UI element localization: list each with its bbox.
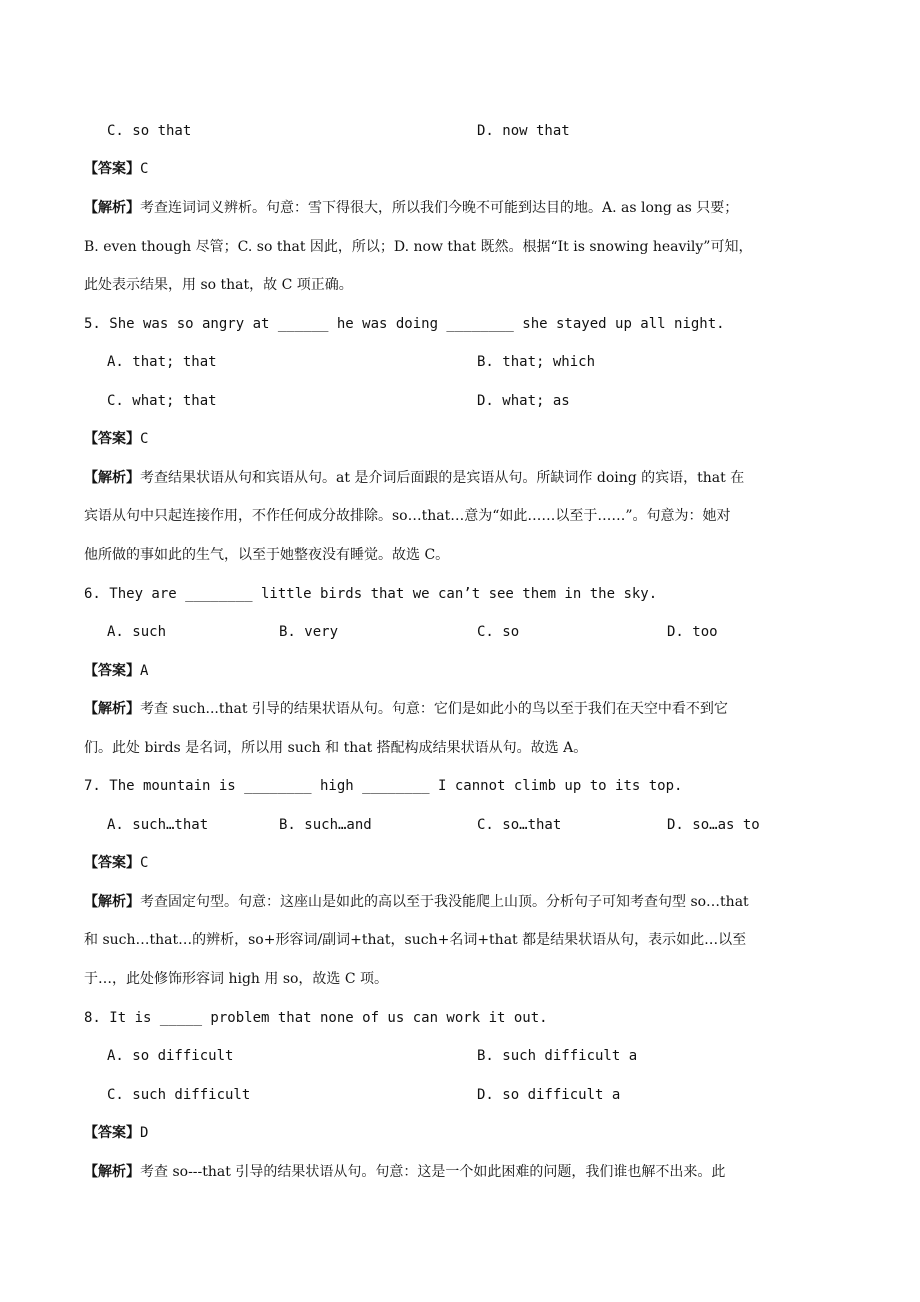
answer-label: 【答案】 — [84, 431, 140, 447]
explanation-label: 【解析】 — [84, 1164, 140, 1180]
answer-value: C — [140, 431, 149, 447]
question-7-stem: 7. The mountain is ________ high ________ I cannot climb up to its top. — [84, 778, 683, 794]
question-5-answer — [84, 429, 854, 449]
question-7-option-c: C. so…that — [477, 817, 562, 833]
question-7-answer — [84, 853, 854, 873]
answer-label: 【答案】 — [84, 161, 140, 177]
question-7-explanation-line-3: 于…，此处修饰形容词 high 用 so，故选 C 项。 — [84, 971, 389, 987]
question-5-option-b: B. that; which — [477, 354, 596, 370]
question-5-option-c: C. what; that — [107, 393, 217, 409]
explanation-text: 考查结果状语从句和宾语从句。at 是介词后面跟的是宾语从句。所缺词作 doing 的宾语，that 在 — [140, 470, 745, 486]
question-6-option-d: D. too — [667, 624, 718, 640]
answer-label: 【答案】 — [84, 1125, 140, 1141]
question-8-explanation-line-1 — [84, 1162, 854, 1182]
question-8-option-d: D. so difficult a — [477, 1087, 621, 1103]
prev-option-d: D. now that — [477, 123, 570, 139]
question-6-answer — [84, 661, 854, 681]
answer-value: C — [140, 161, 149, 177]
explanation-text: 考查 such...that 引导的结果状语从句。句意：它们是如此小的鸟以至于我们在天空中看不到它 — [140, 701, 728, 717]
question-6-explanation-line-2: 们。此处 birds 是名词，所以用 such 和 that 搭配构成结果状语从句。故选 A。 — [84, 740, 588, 756]
explanation-text: 考查固定句型。句意：这座山是如此的高以至于我没能爬上山顶。分析句子可知考查句型 so…that — [140, 894, 749, 910]
prev-explanation-line-3: 此处表示结果，用 so that，故 C 项正确。 — [84, 277, 353, 293]
question-8-option-b: B. such difficult a — [477, 1048, 638, 1064]
question-8-option-c: C. such difficult — [107, 1087, 251, 1103]
question-5-explanation-line-1 — [84, 468, 854, 488]
question-6-stem: 6. They are ________ little birds that we can’t see them in the sky. — [84, 586, 658, 602]
prev-answer — [84, 159, 854, 179]
explanation-label: 【解析】 — [84, 701, 140, 717]
question-5-stem: 5. She was so angry at ______ he was doing ________ she stayed up all night. — [84, 316, 725, 332]
answer-label: 【答案】 — [84, 855, 140, 871]
question-7-option-a: A. such…that — [107, 817, 209, 833]
question-7-option-b: B. such…and — [279, 817, 372, 833]
question-6-option-c: C. so — [477, 624, 520, 640]
answer-label: 【答案】 — [84, 663, 140, 679]
prev-explanation-line-2: B. even though 尽管；C. so that 因此，所以；D. now that 既然。根据“It is snowing heavily”可知， — [84, 239, 753, 255]
explanation-text: 考查 so---that 引导的结果状语从句。句意：这是一个如此困难的问题，我们谁也解不出来。此 — [140, 1164, 726, 1180]
explanation-label: 【解析】 — [84, 470, 140, 486]
answer-value: C — [140, 855, 149, 871]
question-5-option-a: A. that; that — [107, 354, 217, 370]
question-6-option-b: B. very — [279, 624, 339, 640]
question-7-explanation-line-2: 和 such…that…的辨析，so+形容词/副词+that，such+名词+that 都是结果状语从句，表示如此…以至 — [84, 932, 747, 948]
question-5-explanation-line-3: 他所做的事如此的生气，以至于她整夜没有睡觉。故选 C。 — [84, 547, 450, 563]
prev-option-c: C. so that — [107, 123, 192, 139]
question-8-option-a: A. so difficult — [107, 1048, 234, 1064]
explanation-label: 【解析】 — [84, 200, 140, 216]
question-8-answer — [84, 1123, 854, 1143]
question-7-option-d: D. so…as to — [667, 817, 760, 833]
explanation-text: 考查连词词义辨析。句意：雪下得很大，所以我们今晚不可能到达目的地。A. as long as 只要； — [140, 200, 739, 216]
question-6-explanation-line-1 — [84, 699, 854, 719]
question-6-option-a: A. such — [107, 624, 167, 640]
prev-explanation-line-1 — [84, 198, 854, 218]
answer-value: D — [140, 1125, 149, 1141]
answer-value: A — [140, 663, 149, 679]
question-5-option-d: D. what; as — [477, 393, 570, 409]
question-8-stem: 8. It is _____ problem that none of us can work it out. — [84, 1010, 548, 1026]
explanation-label: 【解析】 — [84, 894, 140, 910]
question-7-explanation-line-1 — [84, 892, 854, 912]
question-5-explanation-line-2: 宾语从句中只起连接作用，不作任何成分故排除。so…that…意为“如此……以至于……”。句意为：她对 — [84, 508, 731, 524]
